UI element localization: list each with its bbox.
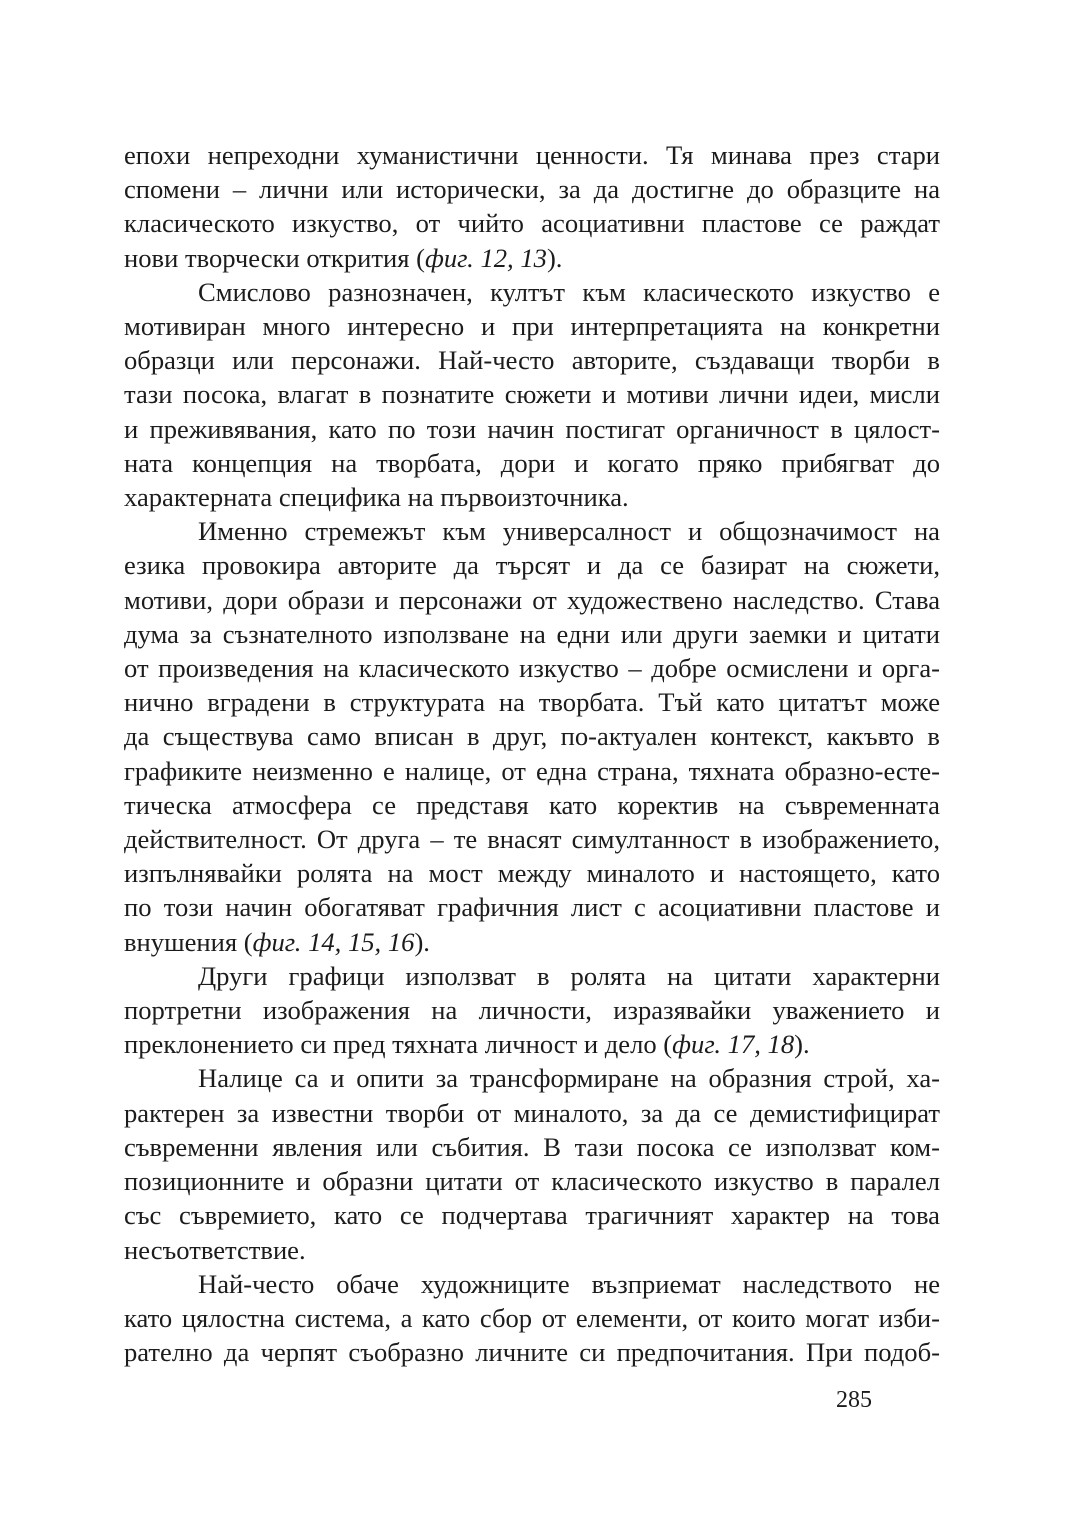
text-line: мотиви, дори образи и персонажи от художествено наследство. Става [124, 584, 940, 615]
text-line-last: характерната специфика на първоизточника. [124, 482, 629, 513]
figure-reference: фиг. 12, 13 [424, 242, 547, 273]
text-line: езика провокира авторите да търсят и да се базират на сюжети, [124, 550, 940, 581]
paragraph-1 [124, 138, 940, 275]
paragraph-3 [124, 514, 940, 959]
text-line: тическа атмосфера се представя като коректив на съвременната [124, 789, 940, 820]
figure-reference: фиг. 17, 18 [672, 1029, 795, 1060]
text-line-last: нови творчески открития (фиг. 12, 13). [124, 242, 563, 273]
text-line: ната концепция на творбата, дори и когато пряко прибягват до [124, 447, 940, 478]
text-line: да съществува само вписан в друг, по-актуален контекст, какъвто в [124, 721, 940, 752]
text-line: Други графици използват в ролята на цитати характерни [198, 960, 940, 991]
page-number: 285 [836, 1387, 872, 1413]
text-line-last: внушения (фиг. 14, 15, 16). [124, 926, 430, 957]
text-line: мотивиран много интересно и при интерпретацията на конкретни [124, 311, 940, 342]
text-line: нично вградени в структурата на творбата. Тъй като цитатът може [124, 687, 940, 718]
paragraph-4 [124, 959, 940, 1062]
text-line: със съвремието, като се подчертава трагичният характер на това [124, 1200, 940, 1231]
text-line: от произведения на класическото изкуство – добре осмислени и орга- [124, 653, 940, 684]
text-line: графиките неизменно е налице, от една страна, тяхната образно-есте- [124, 755, 940, 786]
text-line: съвременни явления или събития. В тази посока се използват ком- [124, 1131, 940, 1162]
text-line-last: несъответствие. [124, 1234, 306, 1265]
text-line: Именно стремежът към универсалност и общозначимост на [198, 516, 940, 547]
figure-reference: фиг. 14, 15, 16 [252, 926, 415, 957]
text-line: портретни изображения на личности, изразявайки уважението и [124, 995, 940, 1026]
text-line: епохи непреходни хуманистични ценности. Тя минава през стари [124, 140, 940, 170]
paragraph-6 [124, 1267, 940, 1370]
text-line: като цялостна система, а като сбор от елементи, от които могат изби- [124, 1302, 940, 1333]
text-line: Налице са и опити за трансформиране на образния строй, ха- [198, 1063, 940, 1094]
text-line: Най-често обаче художниците възприемат наследството не [198, 1268, 940, 1299]
text-line: позиционните и образни цитати от класическото изкуство в паралел [124, 1166, 940, 1197]
text-line: Смислово разнозначен, култът към класическото изкуство е [198, 276, 940, 307]
text-line: по този начин обогатяват графичния лист с асоциативни пластове и [124, 892, 940, 923]
page-body [124, 138, 940, 1369]
text-line: рактерен за известни творби от миналото, за да се демистифицират [124, 1097, 940, 1128]
text-line: класическото изкуство, от чийто асоциативни пластове се раждат [124, 208, 940, 239]
paragraph-5 [124, 1061, 940, 1266]
paragraph-2 [124, 275, 940, 514]
text-line: тази посока, влагат в познатите сюжети и мотиви лични идеи, мисли [124, 379, 940, 410]
text-line: рателно да черпят съобразно личните си предпочитания. При подоб- [124, 1337, 940, 1368]
text-line: спомени – лични или исторически, за да достигне до образците на [124, 174, 940, 205]
text-line-last: преклонението си пред тяхната личност и дело (фиг. 17, 18). [124, 1029, 810, 1060]
text-line: образци или персонажи. Най-често авторите, създаващи творби в [124, 345, 940, 376]
text-line: действителност. От друга – те внасят симултанност в изображението, [124, 824, 940, 855]
text-line: изпълнявайки ролята на мост между миналото и настоящето, като [124, 858, 940, 889]
text-line: дума за съзнателното използване на едни или други заемки и цитати [124, 618, 940, 649]
text-line: и преживявания, като по този начин постигат органичност в цялост- [124, 413, 940, 444]
